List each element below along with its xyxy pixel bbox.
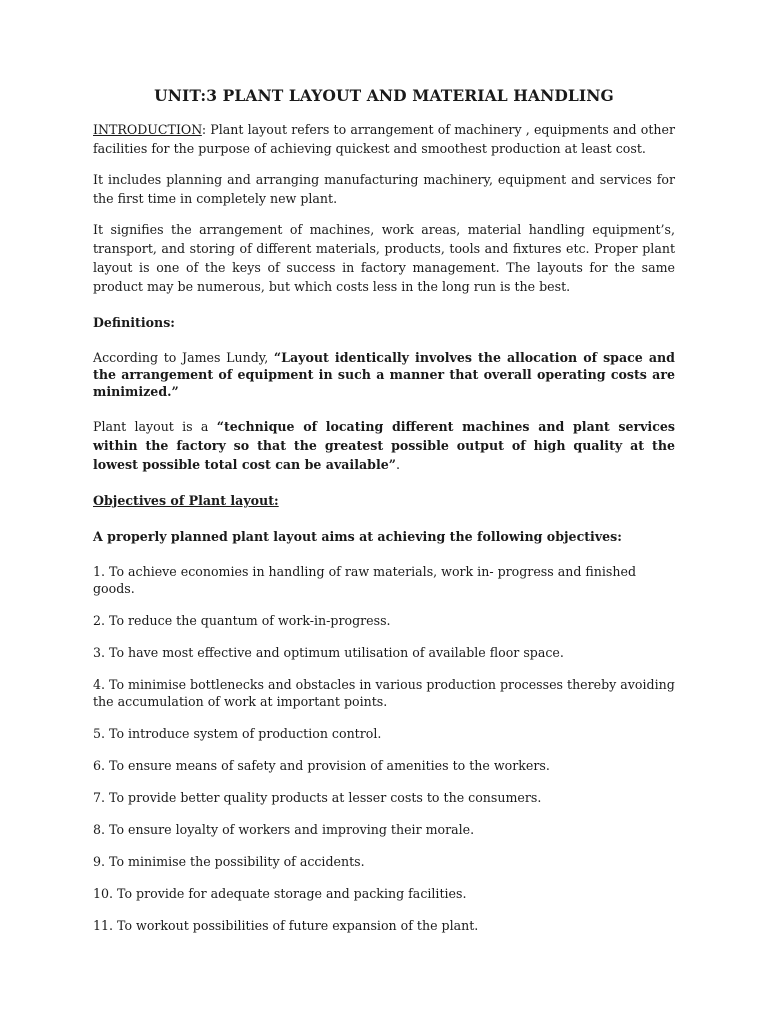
objective-item: 4. To minimise bottlenecks and obstacles in various production processes thereby avoiding the accumulation of work at important points. bbox=[93, 677, 675, 709]
arrangement-paragraph: It signifies the arrangement of machines, work areas, material handling equipment’s, transport, and storing of different materials, products, tools and fixtures etc. Proper plant layout is one of the keys of success in factory management. The layouts for the same product may be numerous, but which costs less in the long run is the best. bbox=[93, 222, 675, 294]
technique-lead: Plant layout is a bbox=[93, 419, 217, 434]
objectives-heading-text: Objectives of Plant layout: bbox=[93, 493, 279, 508]
lundy-lead: According to James Lundy, bbox=[93, 350, 274, 365]
introduction-text: Plant layout refers to arrangement of machinery , equipments and other facilities for the purpose of achieving quickest and smoothest production at least cost. bbox=[93, 122, 675, 156]
technique-tail: . bbox=[396, 457, 401, 472]
introduction-label: INTRODUCTION bbox=[93, 122, 202, 137]
lundy-definition bbox=[93, 349, 675, 400]
planning-paragraph: It includes planning and arranging manufacturing machinery, equipment and services for the first time in completely new plant. bbox=[93, 172, 675, 206]
objective-item: 3. To have most effective and optimum utilisation of available floor space. bbox=[93, 645, 564, 660]
document-page bbox=[93, 86, 675, 934]
objectives-list bbox=[93, 563, 675, 934]
objective-item: 2. To reduce the quantum of work-in-progress. bbox=[93, 613, 391, 628]
objective-item: 8. To ensure loyalty of workers and improving their morale. bbox=[93, 822, 475, 837]
objectives-heading bbox=[93, 491, 675, 510]
objective-item: 6. To ensure means of safety and provision of amenities to the workers. bbox=[93, 758, 550, 773]
objectives-intro-text: A properly planned plant layout aims at achieving the following objectives: bbox=[93, 529, 622, 544]
objective-item: 5. To introduce system of production control. bbox=[93, 726, 382, 741]
objective-item: 10. To provide for adequate storage and packing facilities. bbox=[93, 886, 467, 901]
technique-quote: “technique of locating different machines and plant services within the factory so that the greatest possible output of high quality at the lowest possible total cost can be available” bbox=[93, 419, 675, 472]
definitions-heading bbox=[93, 313, 675, 332]
introduction-colon: : bbox=[201, 122, 207, 137]
technique-definition bbox=[93, 417, 675, 474]
document-title: UNIT:3 PLANT LAYOUT AND MATERIAL HANDLING bbox=[154, 86, 614, 105]
objective-item: 11. To workout possibilities of future expansion of the plant. bbox=[93, 918, 479, 933]
introduction-paragraph bbox=[93, 120, 675, 158]
definitions-heading-text: Definitions: bbox=[93, 315, 175, 330]
objective-item: 1. To achieve economies in handling of raw materials, work in- progress and finished goods. bbox=[93, 564, 637, 596]
objective-item: 9. To minimise the possibility of accidents. bbox=[93, 854, 365, 869]
objectives-intro bbox=[93, 527, 675, 546]
objective-item: 7. To provide better quality products at lesser costs to the consumers. bbox=[93, 790, 542, 805]
lundy-quote: “Layout identically involves the allocation of space and the arrangement of equipment in such a manner that overall operating costs are minimized.” bbox=[93, 350, 675, 399]
